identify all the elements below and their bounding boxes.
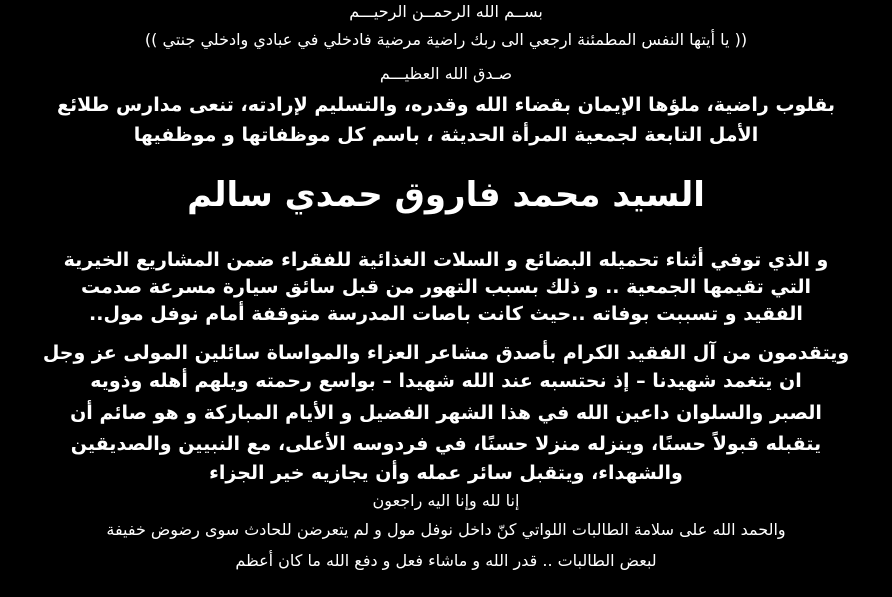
body-line-2: التي تقيمها الجمعية .. و ذلك بسبب التهور من قبل سائق سيارة مسرعة صدمت <box>80 276 812 298</box>
intro-line-2: الأمل التابعة لجمعية المرأة الحديثة ، باسم كل موظفاتها و موظفيها <box>133 124 759 146</box>
inna-lillah-line: إنا لله وإنا اليه راجعون <box>372 491 520 510</box>
body-line-4: ويتقدمون من آل الفقيد الكرام بأصدق مشاعر العزاء والمواساة سائلين المولى عز وجل <box>42 342 850 364</box>
intro-line-1: بقلوب راضية، ملؤها الإيمان بقضاء الله وقدره، والتسليم لإرادته، تنعى مدارس طلائع <box>56 94 836 116</box>
sadaqa-line: صـدق الله العظيـــم <box>379 64 513 83</box>
thanks-line-2: لبعض الطالبات .. قدر الله و ماشاء فعل و دفع الله ما كان أعظم <box>235 551 657 570</box>
body-line-7: يتقبله قبولاً حسنًا، وينزله منزلا حسنًا، في فردوسه الأعلى، مع النبيين والصديقين <box>70 433 822 455</box>
body-line-3: الفقيد و تسببت بوفاته ..حيث كانت باصات المدرسة متوقفة أمام نوفل مول.. <box>89 303 803 325</box>
quran-verse: (( يا أيتها النفس المطمئنة ارجعي الى ربك راضية مرضية فادخلي في عبادي وادخلي جنتي )) <box>144 30 748 49</box>
body-line-1: و الذي توفي أثناء تحميله البضائع و السلات الغذائية للفقراء ضمن المشاريع الخيرية <box>63 249 829 271</box>
body-line-6: الصبر والسلوان داعين الله في هذا الشهر الفضيل و الأيام المباركة و هو صائم أن <box>70 402 822 424</box>
body-line-5: ان يتغمد شهيدنا – إذ نحتسبه عند الله شهيدا – بواسع رحمته ويلهم أهله وذويه <box>90 370 802 392</box>
body-line-8: والشهداء، ويتقبل سائر عمله وأن يجازيه خير الجزاء <box>209 462 683 484</box>
basmala: بســم الله الرحمــن الرحيـــم <box>349 2 543 21</box>
deceased-name: السيد محمد فاروق حمدي سالم <box>187 175 705 215</box>
thanks-line-1: والحمد الله على سلامة الطالبات اللواتي كنّ داخل نوفل مول و لم يتعرضن للحادث سوى رضوض خفيفة <box>106 520 786 539</box>
